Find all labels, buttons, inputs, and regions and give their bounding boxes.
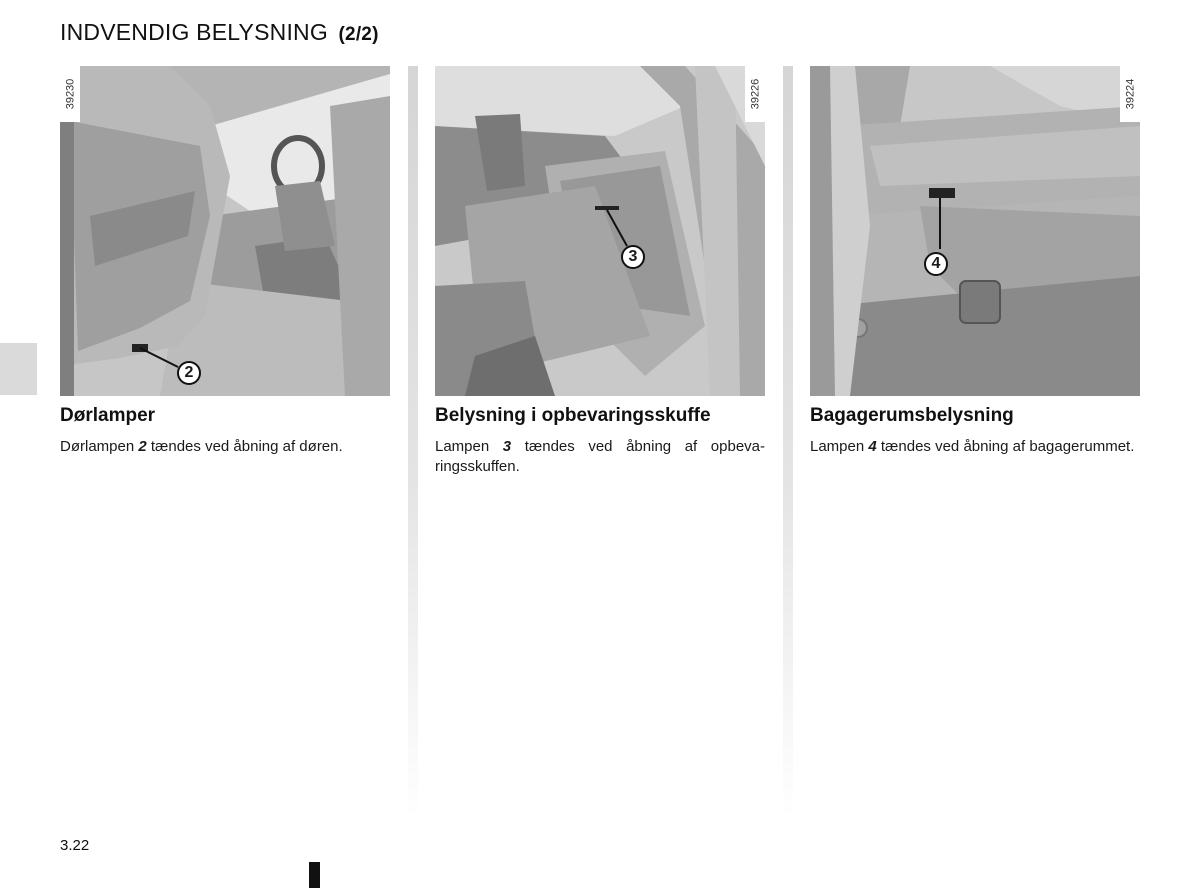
print-mark	[309, 862, 320, 888]
page-title-text: INDVENDIG BELYSNING	[60, 19, 328, 45]
car-door-illustration	[60, 66, 390, 396]
description-text: Lampen	[435, 438, 503, 455]
door-lamp-figure	[60, 66, 390, 396]
boot-illustration	[810, 66, 1140, 396]
chapter-tab	[0, 343, 37, 395]
figure-number-label	[1120, 66, 1140, 122]
description-text: Lampen	[810, 438, 869, 455]
description-text: tændes ved åbning af døren.	[146, 438, 343, 455]
lamp-reference: 2	[138, 438, 147, 455]
page-title-part: (2/2)	[338, 24, 379, 45]
figure-number-label	[745, 66, 765, 122]
page-number: 3.22	[60, 837, 90, 854]
glovebox-lamp-figure	[435, 66, 765, 396]
section-heading: Dørlamper	[60, 405, 156, 426]
column-divider-2	[783, 66, 793, 818]
column-divider-1	[408, 66, 418, 818]
section-boot-lighting	[810, 66, 1140, 457]
figure-number: 39230	[64, 78, 76, 110]
figure-number-label	[60, 66, 80, 122]
page-title	[60, 19, 379, 46]
description-text: Dørlampen	[60, 438, 139, 455]
callout-label: 3	[628, 248, 638, 265]
section-glovebox-lighting	[435, 66, 765, 477]
glovebox-illustration	[435, 66, 765, 396]
figure-number: 39224	[1124, 78, 1136, 110]
description-text: tændes ved åbning af bagagerummet.	[876, 438, 1135, 455]
callout-label: 4	[931, 255, 941, 272]
section-description	[60, 437, 390, 457]
lamp-reference: 3	[502, 438, 512, 455]
section-heading: Belysning i opbevaringsskuffe	[435, 405, 711, 426]
section-description	[810, 437, 1140, 457]
callout-label: 2	[184, 364, 194, 381]
section-heading: Bagagerumsbelysning	[810, 405, 1014, 426]
lamp-reference: 4	[868, 438, 877, 455]
description-text: tændes ved åbning af opbevaringsskuffen.	[435, 438, 766, 475]
section-description	[435, 437, 765, 477]
figure-number: 39226	[749, 78, 761, 110]
section-door-lamps	[60, 66, 390, 457]
boot-lamp-figure	[810, 66, 1140, 396]
